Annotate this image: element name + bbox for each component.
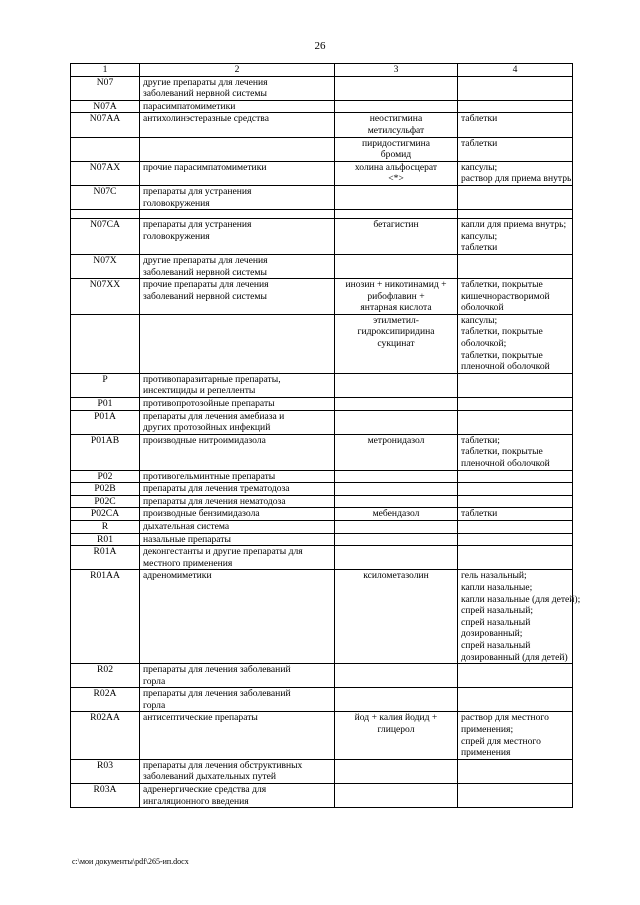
dosage-forms-cell (458, 533, 573, 546)
atc-code-cell: R01 (71, 533, 140, 546)
table-row (71, 137, 573, 161)
dosage-forms-cell (458, 434, 573, 470)
cell-text-line: таблетки, покрытые (461, 326, 543, 338)
anatomical-group-cell (140, 373, 335, 397)
drug-name-cell (335, 161, 458, 185)
cell-text-line: капсулы; (461, 314, 498, 326)
drug-name-cell (335, 520, 458, 533)
column-header: 4 (458, 64, 573, 77)
drug-name-cell (335, 254, 458, 278)
table-row (71, 210, 573, 219)
cell-text-line: антисептические препараты (143, 712, 258, 724)
cell-text-line: спрей назальный (461, 639, 531, 651)
drug-name-cell (335, 664, 458, 688)
cell-text-line: препараты для лечения нематодоза (143, 495, 286, 507)
drug-name-cell (335, 373, 458, 397)
cell-text-line: назальные препараты (143, 533, 231, 545)
cell-text-line: дозированный (для детей) (461, 651, 568, 663)
drug-name-cell (335, 495, 458, 508)
atc-code-cell: P01A (71, 410, 140, 434)
cell-text-line: препараты для лечения обструктивных (143, 759, 303, 771)
anatomical-group-cell (140, 712, 335, 759)
anatomical-group-cell (140, 137, 335, 161)
dosage-forms-cell (458, 508, 573, 521)
anatomical-group-cell (140, 410, 335, 434)
anatomical-group-cell (140, 113, 335, 137)
drug-name-cell (335, 533, 458, 546)
drug-name-cell (335, 76, 458, 100)
drug-name-cell (335, 398, 458, 411)
cell-text-line: заболеваний нервной системы (143, 266, 267, 278)
anatomical-group-cell (140, 483, 335, 496)
cell-text-line: метилсульфат (367, 124, 425, 136)
drug-name-cell (335, 434, 458, 470)
atc-code-cell: N07AA (71, 113, 140, 137)
cell-text-line: адренергические средства для (143, 784, 267, 796)
anatomical-group-cell (140, 688, 335, 712)
cell-text-line: прочие парасимпатомиметики (143, 161, 267, 173)
cell-text-line: капли назальные; (461, 581, 533, 593)
table-header-row (71, 64, 573, 77)
atc-code-cell: N07XX (71, 279, 140, 315)
anatomical-group-cell (140, 470, 335, 483)
table-row (71, 546, 573, 570)
cell-text-line: головокружения (143, 230, 210, 242)
cell-text-line: парасимпатомиметики (143, 100, 236, 112)
atc-code-cell: N07AX (71, 161, 140, 185)
anatomical-group-cell (140, 664, 335, 688)
table-row (71, 508, 573, 521)
cell-text-line: таблетки; (461, 434, 500, 446)
cell-text-line: инсектициды и репелленты (143, 385, 256, 397)
cell-text-line: ингаляционного введения (143, 795, 249, 807)
dosage-forms-cell (458, 784, 573, 808)
atc-code-cell: N07X (71, 254, 140, 278)
cell-text-line: горла (143, 675, 166, 687)
table-row (71, 185, 573, 209)
cell-text-line: таблетки (461, 242, 498, 254)
anatomical-group-cell (140, 279, 335, 315)
table-row (71, 712, 573, 759)
cell-text-line: головокружения (143, 197, 210, 209)
atc-code-cell: R02A (71, 688, 140, 712)
dosage-forms-cell (458, 161, 573, 185)
atc-code-cell (71, 314, 140, 373)
cell-text-line: противопаразитарные препараты, (143, 373, 281, 385)
cell-text-line: дыхательная система (143, 520, 230, 532)
dosage-forms-cell (458, 210, 573, 219)
cell-text-line: гидроксипиридина (357, 326, 435, 338)
anatomical-group-cell (140, 508, 335, 521)
table-row (71, 483, 573, 496)
drug-name-cell (335, 570, 458, 664)
table-row (71, 398, 573, 411)
anatomical-group-cell (140, 76, 335, 100)
atc-code-cell: P (71, 373, 140, 397)
table-row (71, 254, 573, 278)
atc-code-cell: P02B (71, 483, 140, 496)
dosage-forms-cell (458, 688, 573, 712)
cell-text-line: спрей назальный (461, 616, 531, 628)
cell-text-line: этилметил- (373, 314, 419, 326)
cell-text-line: таблетки, покрытые (461, 279, 543, 291)
atc-code-cell: P01 (71, 398, 140, 411)
dosage-forms-cell (458, 483, 573, 496)
drug-name-cell (335, 470, 458, 483)
cell-text-line: холина альфосцерат (354, 161, 438, 173)
atc-code-cell: R02AA (71, 712, 140, 759)
cell-text-line: препараты для лечения заболеваний (143, 664, 291, 676)
dosage-forms-cell (458, 100, 573, 113)
anatomical-group-cell (140, 570, 335, 664)
anatomical-group-cell (140, 434, 335, 470)
cell-text-line: дозированный; (461, 628, 523, 640)
anatomical-group-cell (140, 546, 335, 570)
anatomical-group-cell (140, 533, 335, 546)
cell-text-line: спрей назальный; (461, 605, 534, 617)
dosage-forms-cell (458, 410, 573, 434)
cell-text-line: инозин + никотинамид + (345, 279, 447, 291)
drug-name-cell (335, 219, 458, 255)
cell-text-line: применения; (461, 724, 514, 736)
atc-code-cell: P02C (71, 495, 140, 508)
dosage-forms-cell (458, 398, 573, 411)
cell-text-line: неостигмина (369, 113, 423, 125)
dosage-forms-cell (458, 219, 573, 255)
drug-name-cell (335, 712, 458, 759)
cell-text-line: бромид (380, 149, 412, 161)
dosage-forms-cell (458, 373, 573, 397)
drug-name-cell (335, 279, 458, 315)
cell-text-line: йод + калия йодид + (354, 712, 438, 724)
column-header: 2 (140, 64, 335, 77)
dosage-forms-cell (458, 254, 573, 278)
cell-text-line: прочие препараты для лечения (143, 279, 269, 291)
dosage-forms-cell (458, 76, 573, 100)
table-row (71, 570, 573, 664)
table-row (71, 113, 573, 137)
file-path-footer: c:\мои документы\pdf\265-ип.docx (72, 857, 189, 866)
atc-code-cell (71, 210, 140, 219)
page-number: 26 (314, 40, 326, 52)
anatomical-group-cell (140, 495, 335, 508)
cell-text-line: оболочкой; (461, 338, 507, 350)
cell-text-line: раствор для приема внутрь (461, 173, 572, 185)
cell-text-line: ксилометазолин (363, 570, 429, 582)
dosage-forms-cell (458, 546, 573, 570)
drug-name-cell (335, 314, 458, 373)
cell-text-line: адреномиметики (143, 570, 212, 582)
cell-text-line: препараты для лечения заболеваний (143, 688, 291, 700)
cell-text-line: капли для приема внутрь; (461, 219, 567, 231)
atc-code-cell: R03 (71, 759, 140, 783)
drug-name-cell (335, 113, 458, 137)
column-header: 1 (71, 64, 140, 77)
table-row (71, 219, 573, 255)
cell-text-line: гель назальный; (461, 570, 527, 582)
dosage-forms-cell (458, 520, 573, 533)
table-row (71, 533, 573, 546)
cell-text-line: мебендазол (372, 508, 420, 520)
atc-code-cell: N07C (71, 185, 140, 209)
anatomical-group-cell (140, 759, 335, 783)
anatomical-group-cell (140, 254, 335, 278)
dosage-forms-cell (458, 185, 573, 209)
cell-text-line: оболочкой (461, 302, 504, 314)
table-row (71, 664, 573, 688)
anatomical-group-cell (140, 398, 335, 411)
anatomical-group-cell (140, 314, 335, 373)
cell-text-line: сукцинат (377, 338, 415, 350)
cell-text-line: местного применения (143, 557, 233, 569)
atc-code-cell: N07CA (71, 219, 140, 255)
table-row (71, 279, 573, 315)
cell-text-line: пленочной оболочкой (461, 361, 550, 373)
atc-code-cell: P01AB (71, 434, 140, 470)
column-header: 3 (335, 64, 458, 77)
table-row (71, 314, 573, 373)
cell-text-line: кишечнорастворимой (461, 290, 550, 302)
dosage-forms-cell (458, 759, 573, 783)
atc-code-cell: R02 (71, 664, 140, 688)
drug-name-cell (335, 185, 458, 209)
atc-code-cell: R03A (71, 784, 140, 808)
drug-name-cell (335, 784, 458, 808)
cell-text-line: производные нитроимидазола (143, 434, 266, 446)
anatomical-group-cell (140, 185, 335, 209)
drug-name-cell (335, 546, 458, 570)
table-row (71, 470, 573, 483)
cell-text-line: применения (461, 747, 511, 759)
drug-name-cell (335, 210, 458, 219)
atc-code-cell: N07 (71, 76, 140, 100)
anatomical-group-cell (140, 784, 335, 808)
dosage-forms-cell (458, 664, 573, 688)
medication-table (70, 63, 581, 808)
drug-name-cell (335, 137, 458, 161)
cell-text-line: антихолинэстеразные средства (143, 113, 269, 125)
cell-text-line: препараты для лечения трематодоза (143, 483, 290, 495)
cell-text-line: капсулы; (461, 230, 498, 242)
atc-code-cell: R (71, 520, 140, 533)
table-row (71, 495, 573, 508)
cell-text-line: заболеваний дыхательных путей (143, 771, 277, 783)
dosage-forms-cell (458, 137, 573, 161)
table-row (71, 784, 573, 808)
cell-text-line: деконгестанты и другие препараты для (143, 546, 303, 558)
cell-text-line: янтарная кислота (360, 302, 432, 314)
cell-text-line: другие препараты для лечения (143, 254, 268, 266)
dosage-forms-cell (458, 314, 573, 373)
cell-text-line: пиридостигмина (361, 137, 431, 149)
cell-text-line: препараты для устранения (143, 219, 252, 231)
drug-name-cell (335, 759, 458, 783)
cell-text-line: <*> (388, 173, 404, 185)
cell-text-line: таблетки (461, 137, 498, 149)
cell-text-line: капли назальные (для детей); (461, 593, 581, 605)
atc-code-cell: R01AA (71, 570, 140, 664)
table-row (71, 759, 573, 783)
cell-text-line: препараты для устранения (143, 185, 252, 197)
cell-text-line: спрей для местного (461, 735, 541, 747)
drug-name-cell (335, 508, 458, 521)
cell-text-line: рибофлавин + (367, 290, 425, 302)
dosage-forms-cell (458, 495, 573, 508)
cell-text-line: капсулы; (461, 161, 498, 173)
atc-code-cell: P02CA (71, 508, 140, 521)
atc-code-cell (71, 137, 140, 161)
dosage-forms-cell (458, 470, 573, 483)
anatomical-group-cell (140, 520, 335, 533)
dosage-forms-cell (458, 712, 573, 759)
cell-text-line: таблетки (461, 508, 498, 520)
cell-text-line: бетагистин (373, 219, 419, 231)
table-row (71, 76, 573, 100)
dosage-forms-cell (458, 113, 573, 137)
cell-text-line: таблетки (461, 113, 498, 125)
table-row (71, 434, 573, 470)
anatomical-group-cell (140, 219, 335, 255)
drug-name-cell (335, 688, 458, 712)
anatomical-group-cell (140, 100, 335, 113)
drug-name-cell (335, 100, 458, 113)
cell-text-line: противогельминтные препараты (143, 470, 276, 482)
drug-name-cell (335, 410, 458, 434)
table-row (71, 100, 573, 113)
dosage-forms-cell (458, 279, 573, 315)
drug-name-cell (335, 483, 458, 496)
table-row (71, 688, 573, 712)
atc-code-cell: N07A (71, 100, 140, 113)
cell-text-line: производные бензимидазола (143, 508, 260, 520)
cell-text-line: глицерол (377, 724, 415, 736)
cell-text-line: пленочной оболочкой (461, 458, 550, 469)
cell-text-line: другие препараты для лечения (143, 76, 268, 88)
cell-text-line: заболеваний нервной системы (143, 88, 267, 100)
cell-text-line: метронидазол (367, 434, 425, 446)
anatomical-group-cell (140, 161, 335, 185)
table-row (71, 410, 573, 434)
cell-text-line: таблетки, покрытые (461, 349, 543, 361)
cell-text-line: других протозойных инфекций (143, 422, 271, 434)
cell-text-line: горла (143, 699, 166, 711)
atc-code-cell: R01A (71, 546, 140, 570)
cell-text-line: таблетки, покрытые (461, 446, 543, 458)
cell-text-line: препараты для лечения амебиаза и (143, 410, 285, 422)
table-row (71, 161, 573, 185)
cell-text-line: заболеваний нервной системы (143, 290, 267, 302)
cell-text-line: противопротозойные препараты (143, 398, 275, 410)
table-row (71, 520, 573, 533)
atc-code-cell: P02 (71, 470, 140, 483)
table-row (71, 373, 573, 397)
anatomical-group-cell (140, 210, 335, 219)
cell-text-line: раствор для местного (461, 712, 549, 724)
dosage-forms-cell (458, 570, 581, 664)
